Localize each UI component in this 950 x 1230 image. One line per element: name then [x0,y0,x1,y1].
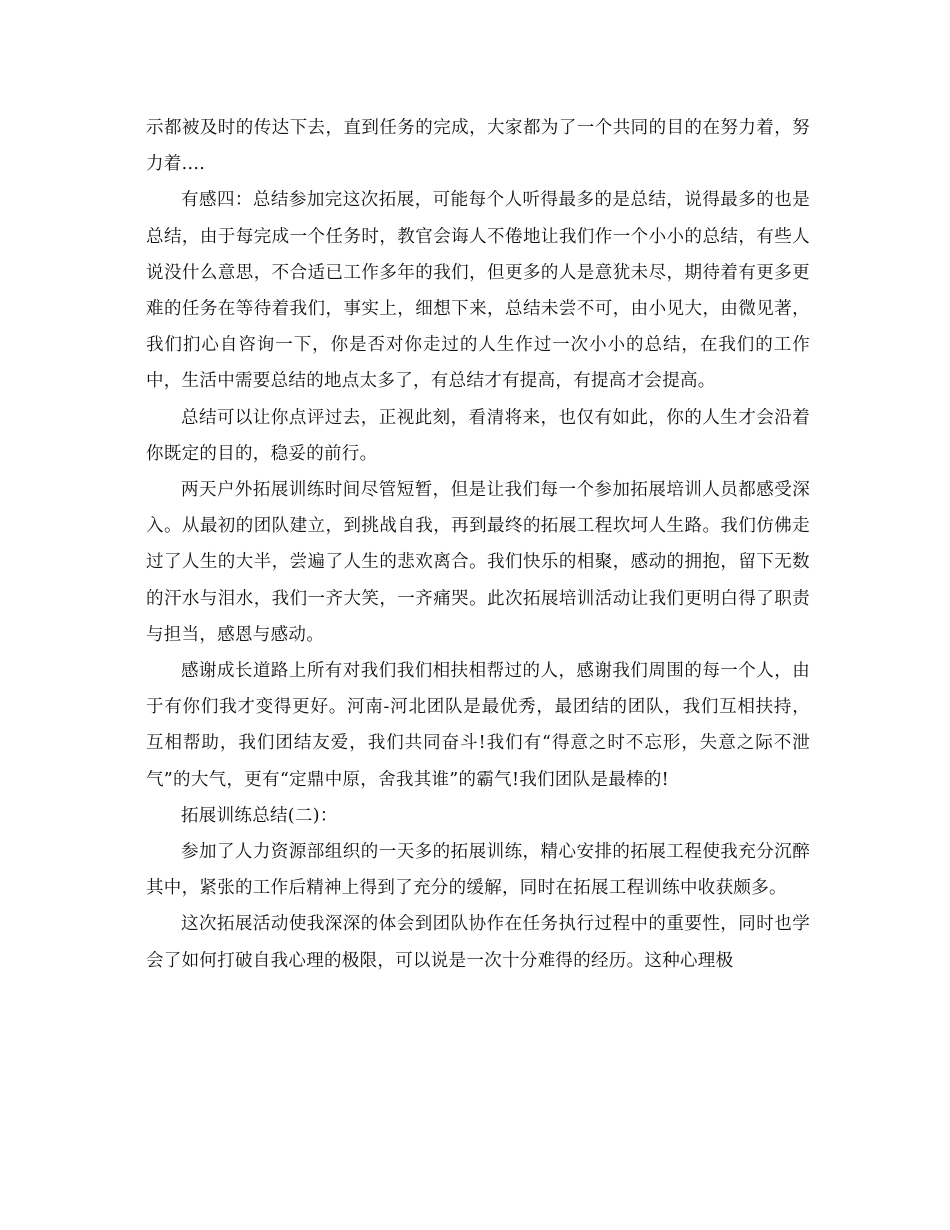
paragraph-3: 总结可以让你点评过去，正视此刻，看清将来，也仅有如此，你的人生才会沿着你既定的目的，稳妥的前行。 [146,407,810,464]
document-body [146,110,810,979]
section-heading: 拓展训练总结(二)： [181,805,338,826]
paragraph-4: 两天户外拓展训练时间尽管短暂，但是让我们每一个参加拓展培训人员都感受深入。从最初的团队建立，到挑战自我，再到最终的拓展工程坎坷人生路。我们仿佛走过了人生的大半，尝遍了人生的悲欢离合。我们快乐的相聚，感动的拥抱，留下无数的汗水与泪水，我们一齐大笑，一齐痛哭。此次拓展培训活动让我们更明白得了职责与担当，感恩与感动。 [146,480,810,645]
paragraph-6: 参加了人力资源部组织的一天多的拓展训练，精心安排的拓展工程使我充分沉醉其中，紧张的工作后精神上得到了充分的缓解，同时在拓展工程训练中收获颇多。 [146,842,810,899]
paragraph-1: 示都被及时的传达下去，直到任务的完成，大家都为了一个共同的目的在努力着，努力着.... [146,118,810,175]
paragraph-5: 感谢成长道路上所有对我们我们相扶相帮过的人，感谢我们周围的每一个人，由于有你们我才变得更好。河南-河北团队是最优秀，最团结的团队，我们互相扶持，互相帮助，我们团结友爱，我们共同奋斗!我们有“得意之时不忘形，失意之际不泄气”的大气，更有“定鼎中原，舍我其谁”的霸气!我们团队是最棒的! [146,661,810,790]
paragraph-2: 有感四：总结参加完这次拓展，可能每个人听得最多的是总结，说得最多的也是总结，由于每完成一个任务时，教官会诲人不倦地让我们作一个小小的总结，有些人说没什么意思，不合适已工作多年的我们，但更多的人是意犹未尽，期待着有更多更难的任务在等待着我们，事实上，细想下来，总结未尝不可，由小见大，由微见著，我们扪心自咨询一下，你是否对你走过的人生作过一次小小的总结，在我们的工作中，生活中需要总结的地点太多了，有总结才有提高，有提高才会提高。 [146,190,810,392]
paragraph-7: 这次拓展活动使我深深的体会到团队协作在任务执行过程中的重要性，同时也学会了如何打破自我心理的极限，可以说是一次十分难得的经历。这种心理极 [146,914,810,971]
